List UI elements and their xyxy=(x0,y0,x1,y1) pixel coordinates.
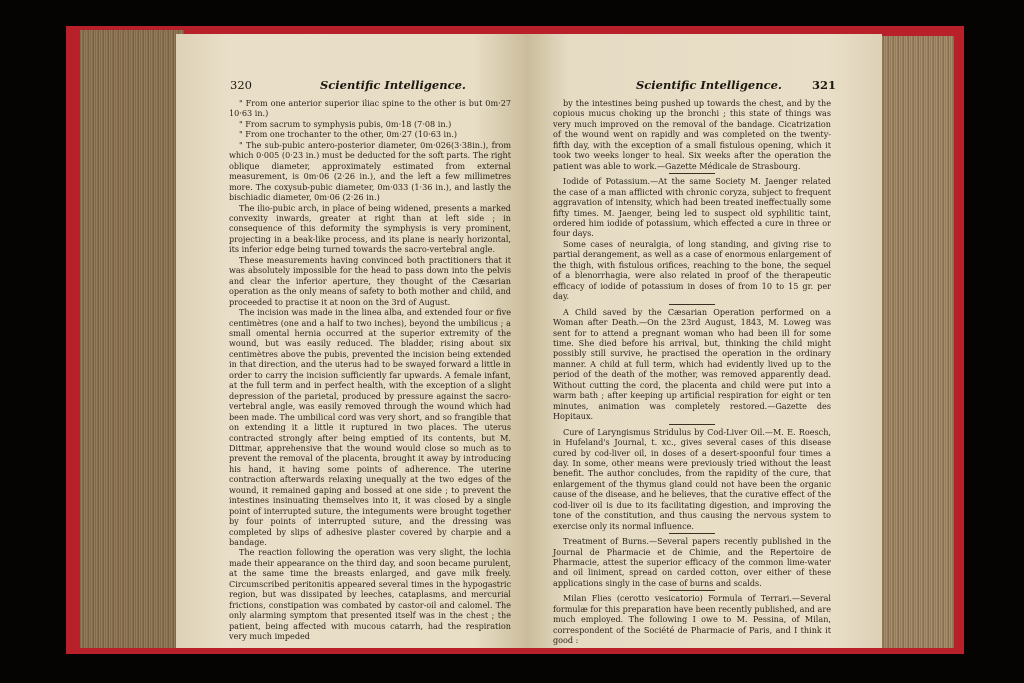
paragraph: Cure of Laryngismus Stridulus by Cod-Liver Oil.—M. E. Roesch, in Hufeland's Journal, t. xc., gives several cases of this disease cured by cod-liver oil, in doses of a desert-spoonful four times a day. In some, other means were previously tried without the least benefit. The author concludes, from the rapidity of the cure, that enlargement of the thymus gland could not have been the organic cause of the disease, and he believes, that the curative effect of the cod-liver oil is due to its facilitating digestion, and improving the tone of the constitution, and thus causing the nervous system to exercise only its normal influence. xyxy=(553,426,831,531)
section-divider xyxy=(669,173,715,174)
left-page xyxy=(176,34,526,648)
right-body-text xyxy=(553,98,831,646)
paragraph: Iodide of Potassium.—At the same Society M. Jaenger related the case of a man afflicted with chronic coryza, subject to frequent aggravation of intensity, which had been treated ineffectually some fifty times. M. Jaenger, being led to suspect old syphilitic taint, ordered him iodide of potassium, which effected a cure in three or four days. xyxy=(553,176,831,239)
left-body-text xyxy=(229,98,511,642)
paragraph: These measurements having convinced both practitioners that it was absolutely impossible for the head to pass down into the pelvis and clear the inferior aperture, they thought of the Cæsarian operation as the only means of safety to both mother and child, and proceeded to practise it at noon on the 3rd of August. xyxy=(229,254,511,307)
running-title: Scientific Intelligence. xyxy=(636,78,782,92)
paragraph: The reaction following the operation was very slight, the lochia made their appearance on the third day, and soon became purulent, at the same time the breasts enlarged, and gave milk freely. Circumscribed peritonitis appeared several times in the hypogastric region, but was dissipated by leeches, cataplasms, and mercurial frictions, constipation was combated by castor-oil and calomel. The only alarming symptom that presented itself was in the chest ; the patient, being affected with mucous catarrh, had the respiration very much impeded xyxy=(229,547,511,642)
left-page-edges xyxy=(80,30,184,648)
paragraph: " From one anterior superior iliac spine to the other is but 0m·27 10·63 in.) xyxy=(229,98,511,119)
section-divider xyxy=(669,304,715,305)
page-number: 321 xyxy=(812,78,837,92)
right-page xyxy=(526,34,882,648)
page-number: 320 xyxy=(230,78,252,92)
paragraph: " From one trochanter to the other, 0m·27 (10·63 in.) xyxy=(239,129,458,140)
section-divider xyxy=(669,533,715,534)
paragraph: A Child saved by the Cæsarian Operation performed on a Woman after Death.—On the 23rd August, 1843, M. Loweg was sent for to attend a pregnant woman who had been ill for some time. She died before his arrival, but, thinking the child might possibly still survive, he practised the operation in the ordinary manner. A child at full term, which had evidently lived up to the period of the death of the mother, was removed apparently dead. Without cutting the cord, the placenta and child were put into a warm bath ; after keeping up artificial respiration for eight or ten minutes, animation was completely restored.—Gazette des Hopitaux. xyxy=(553,306,831,422)
running-title: Scientific Intelligence. xyxy=(320,78,466,92)
paragraph: by the intestines being pushed up towards the chest, and by the copious mucus choking up the bronchi ; this state of things was very much improved on the removal of the bandage. Cicatrization of the wound went on rapidly and was completed on the twenty-fifth day, with the exception of a small fistulous opening, which it took two weeks longer to heal. Six weeks after the operation the patient was able to work.—Gazette Médicale de Strasbourg. xyxy=(553,98,831,171)
section-divider xyxy=(669,424,715,425)
section-divider xyxy=(669,590,715,591)
paragraph: The ilio-pubic arch, in place of being widened, presents a marked convexity inwards, greater at right than at left side ; in consequence of this deformity the symphysis is very prominent, projecting in a beak-like process, and its plane is nearly horizontal, its inferior edge being turned towards the sacro-vertebral angle. xyxy=(229,202,511,255)
paragraph: " From sacrum to symphysis pubis, 0m·18 (7·08 in.) xyxy=(239,118,452,129)
paragraph: Treatment of Burns.—Several papers recently published in the Journal de Pharmacie et de Chimie, and the Repertoire de Pharmacie, attest the superior efficacy of the common lime-water and oil liniment, spread on carded cotton, over either of these applications singly in the case of burns and scalds. xyxy=(553,536,831,588)
paragraph: Milan Flies (cerotto vesicatorio) Formula of Terrari.—Several formulæ for this preparation have been recently published, and are much employed. The following I owe to M. Pessina, of Milan, correspondent of the Société de Pharmacie of Paris, and I think it good : xyxy=(553,593,831,646)
right-page-edges xyxy=(880,36,954,648)
paragraph: Some cases of neuralgia, of long standing, and giving rise to partial derangement, as well as a case of enormous enlargement of the thigh, with fistulous orifices, reaching to the bone, the sequel of a blenorrhagia, were also related in proof of the therapeutic efficacy of iodide of potassium in doses of from 10 to 15 gr. per day. xyxy=(553,238,831,302)
paragraph: " The sub-pubic antero-posterior diameter, 0m·026(3·38in.), from which 0·005 (0·23 in.) must be deducted for the soft parts. The right oblique diameter, approximately estimated from external measurement, is 0m·06 (2·26 in.), and the left a few millimetres more. The coxysub-pubic diameter, 0m·033 (1·36 in.), and lastly the bischiadic diameter, 0m·06 (2·26 in.) xyxy=(229,139,511,203)
paragraph: The incision was made in the linea alba, and extended four or five centimètres (one and a half to two inches), beyond the umbilicus ; a small omental hernia occurred at the superior extremity of the wound, but was easily reduced. The bladder, rising about six centimètres above the pubis, prevented the incision being extended in that direction, and the uterus had to be swayed forward a little in order to carry the incision sufficiently far upwards. A female infant, at the full term and in perfect health, with the exception of a slight depression of the parietal, produced by pressure against the sacro-vertebral angle, was easily removed through the wound which had been made. The umbilical cord was very short, and so frangible that on extending it a little it ruptured in two places. The uterus contracted strongly after being emptied of its contents, but M. Dittmar, apprehensive that the wound would close so much as to prevent the removal of the placenta, brought it away by introducing his hand, it having some points of adherence. The uterine contraction afterwards relaxing unequally at the two edges of the wound, it remained gaping and bossed at one side ; to prevent the intestines insinuating themselves into it, it was closed by a single point of interrupted suture, the integuments were brought together by four points of interrupted suture, and the dressing was completed by slips of adhesive plaster covered by charpie and a bandage. xyxy=(229,307,511,548)
